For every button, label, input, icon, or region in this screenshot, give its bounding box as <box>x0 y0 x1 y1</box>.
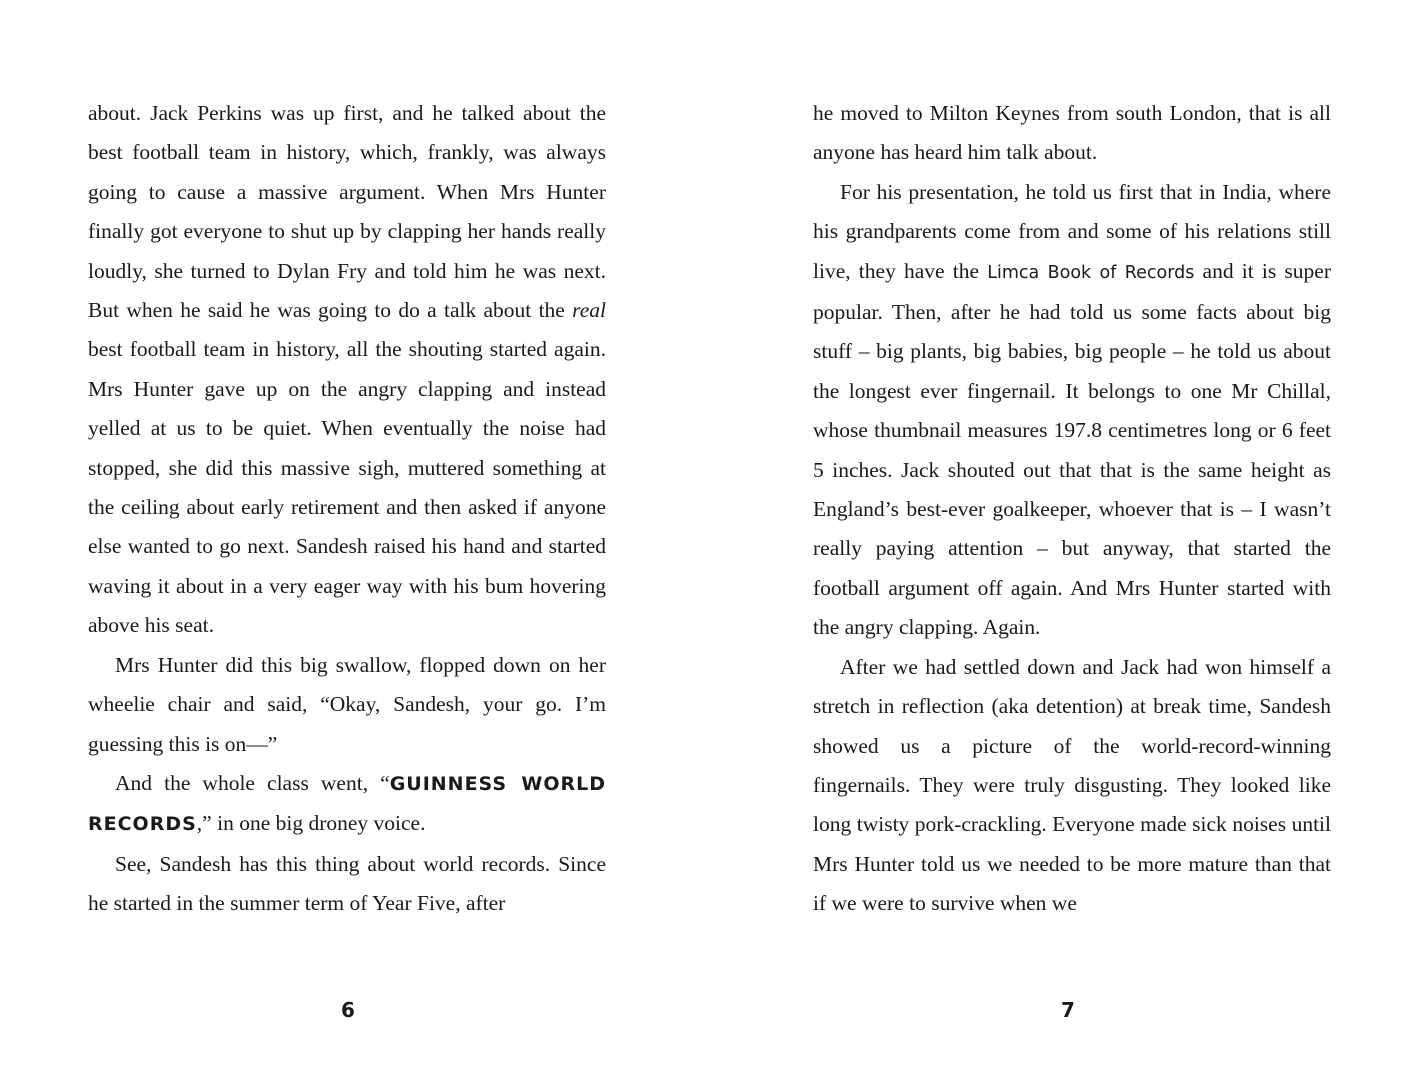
left-paragraph-3-text-end: ,” in one big droney voice. <box>196 811 426 836</box>
right-paragraph-3: After we had settled down and Jack had won himself a stretch in reflection (aka detention) at break time, Sandesh showed us a picture of the world-record-winning fingernails. They were truly disgusting. They looked like long twisty pork-crackling. Everyone made sick noises until Mrs Hunter told us we needed to be more mature than that if we were to survive when we <box>813 654 1331 916</box>
left-paragraph-2: Mrs Hunter did this big swallow, flopped down on her wheelie chair and said, “Okay, Sandesh, your go. I’m guessing this is on—” <box>88 652 606 756</box>
emphasis-real: real <box>572 298 606 323</box>
guinness-world-records-caps: GUINNESS WORLD RECORDS <box>88 772 607 836</box>
page-number-right: 7 <box>1061 998 1075 1022</box>
left-paragraph-3-text: And the whole class went, “ <box>115 770 390 795</box>
right-paragraph-2-text-end: and it is super popular. Then, after he had told us some facts about big stuff – big plants, big babies, big people – he told us about the longest ever fingernail. It belongs to one Mr Chillal, whose thumbnail measures 197.8 centimetres long or 6 feet 5 inches. Jack shouted out that that is the same height as England’s best-ever goalkeeper, whoever that is – I wasn’t really paying attention – but anyway, that started the football argument off again. And Mrs Hunter started with the angry clapping. Again. <box>813 258 1331 640</box>
left-paragraph-4: See, Sandesh has this thing about world records. Since he started in the summer term of Year Five, after <box>88 851 606 916</box>
left-paragraph-3 <box>88 764 606 845</box>
right-paragraph-1: he moved to Milton Keynes from south London, that is all anyone has heard him talk about. <box>813 101 1331 165</box>
left-paragraph-1 <box>88 94 606 646</box>
limca-book-of-records-title: Limca Book of Records <box>987 262 1195 283</box>
right-page <box>813 94 1331 924</box>
left-page <box>88 94 606 924</box>
left-paragraph-1-text: about. Jack Perkins was up first, and he talked about the best football team in history, which, frankly, was always going to cause a massive argument. When Mrs Hunter finally got everyone to shut up by clapping her hands really loudly, she turned to Dylan Fry and told him he was next. But when he said he was going to do a talk about the <box>88 101 606 323</box>
right-paragraph-2-text: For his presentation, he told us first that in India, where his grandparents come from and some of his relations still live, they have the <box>813 179 1331 283</box>
page-number-left: 6 <box>341 998 355 1022</box>
left-paragraph-1-text-end: best football team in history, all the shouting started again. Mrs Hunter gave up on the angry clapping and instead yelled at us to be quiet. When eventually the noise had stopped, she did this massive sigh, muttered something at the ceiling about early retirement and then asked if anyone else wanted to go next. Sandesh raised his hand and started waving it about in a very eager way with his bum hovering above his seat. <box>88 337 606 638</box>
right-paragraph-2 <box>813 173 1331 648</box>
